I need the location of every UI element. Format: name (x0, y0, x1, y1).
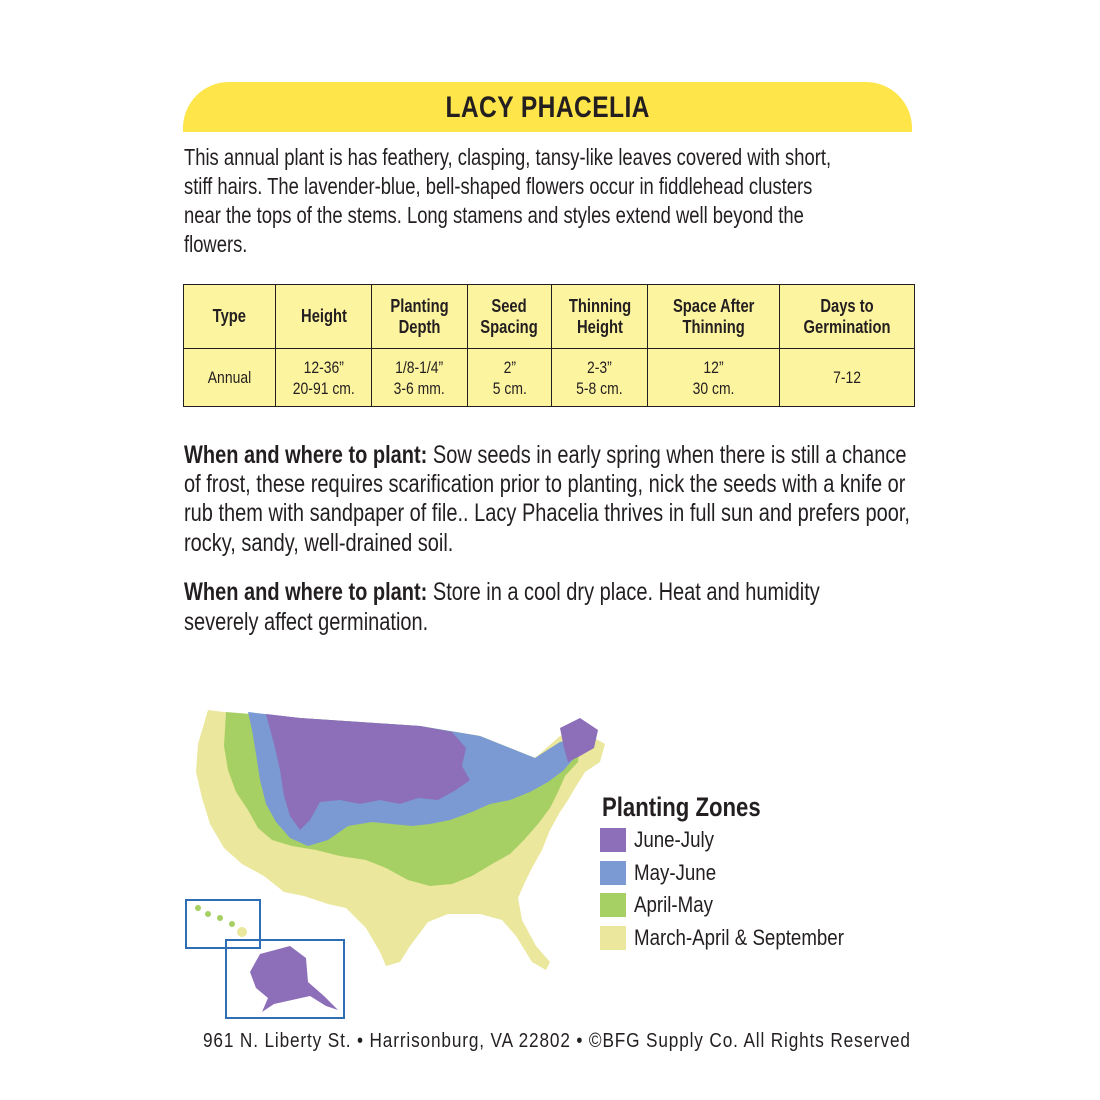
table-row (184, 349, 915, 407)
planting-line: of frost, these requires scarification prior to planting, nick the seeds with a knife or (184, 470, 906, 498)
storage-line: severely affect germination. (184, 608, 429, 636)
page-title: LACY PHACELIA (445, 91, 650, 124)
description-line: near the tops of the stems. Long stamens and styles extend well beyond the (184, 202, 804, 228)
value-seed-spacing: 2” 5 cm. (468, 349, 552, 407)
legend-swatch (600, 926, 626, 950)
value-planting-depth: 1/8-1/4” 3-6 mm. (372, 349, 468, 407)
header-planting-depth: Planting Depth (372, 285, 468, 349)
legend-label: June-July (634, 827, 715, 852)
footer-address: 961 N. Liberty St. • Harrisonburg, VA 22802 • ©BFG Supply Co. All Rights Reserved (203, 1030, 911, 1052)
value-height: 12-36” 20-91 cm. (276, 349, 372, 407)
title-banner (183, 82, 912, 132)
planting-zones-map (180, 700, 610, 1020)
value-thinning-height: 2-3” 5-8 cm. (552, 349, 648, 407)
alaska-shape (250, 946, 338, 1012)
planting-info-table (183, 284, 915, 407)
planting-line: rocky, sandy, well-drained soil. (184, 529, 454, 557)
hawaii-islands (195, 905, 247, 937)
header-thinning-height: Thinning Height (552, 285, 648, 349)
legend-label: March-April & September (634, 925, 844, 950)
storage-text: Store in a cool dry place. Heat and humidity (427, 578, 820, 606)
header-height: Height (276, 285, 372, 349)
header-days-to-germination: Days to Germination (780, 285, 915, 349)
table-header-row (184, 285, 915, 349)
storage-heading: When and where to plant: (184, 578, 428, 606)
value-space-after-thinning: 12” 30 cm. (648, 349, 780, 407)
value-type: Annual (184, 349, 276, 407)
legend-swatch (600, 893, 626, 917)
header-type: Type (184, 285, 276, 349)
description-line: flowers. (184, 231, 248, 257)
header-space-after-thinning: Space After Thinning (648, 285, 780, 349)
value-days-to-germination: 7-12 (780, 349, 915, 407)
storage-line (184, 577, 820, 607)
description-line: stiff hairs. The lavender-blue, bell-shaped flowers occur in fiddlehead clusters (184, 173, 813, 199)
legend-label: April-May (634, 892, 713, 917)
description-line: This annual plant is has feathery, clasping, tansy-like leaves covered with short, (184, 144, 832, 170)
planting-line (184, 440, 906, 470)
legend-swatch (600, 828, 626, 852)
planting-line: rub them with sandpaper of file.. Lacy Phacelia thrives in full sun and prefers poor, (184, 499, 910, 527)
legend-title: Planting Zones (602, 792, 761, 822)
legend-swatch (600, 861, 626, 885)
planting-heading: When and where to plant: (184, 441, 428, 469)
header-seed-spacing: Seed Spacing (468, 285, 552, 349)
legend-label: May-June (634, 860, 717, 885)
planting-text: Sow seeds in early spring when there is still a chance (427, 441, 907, 469)
